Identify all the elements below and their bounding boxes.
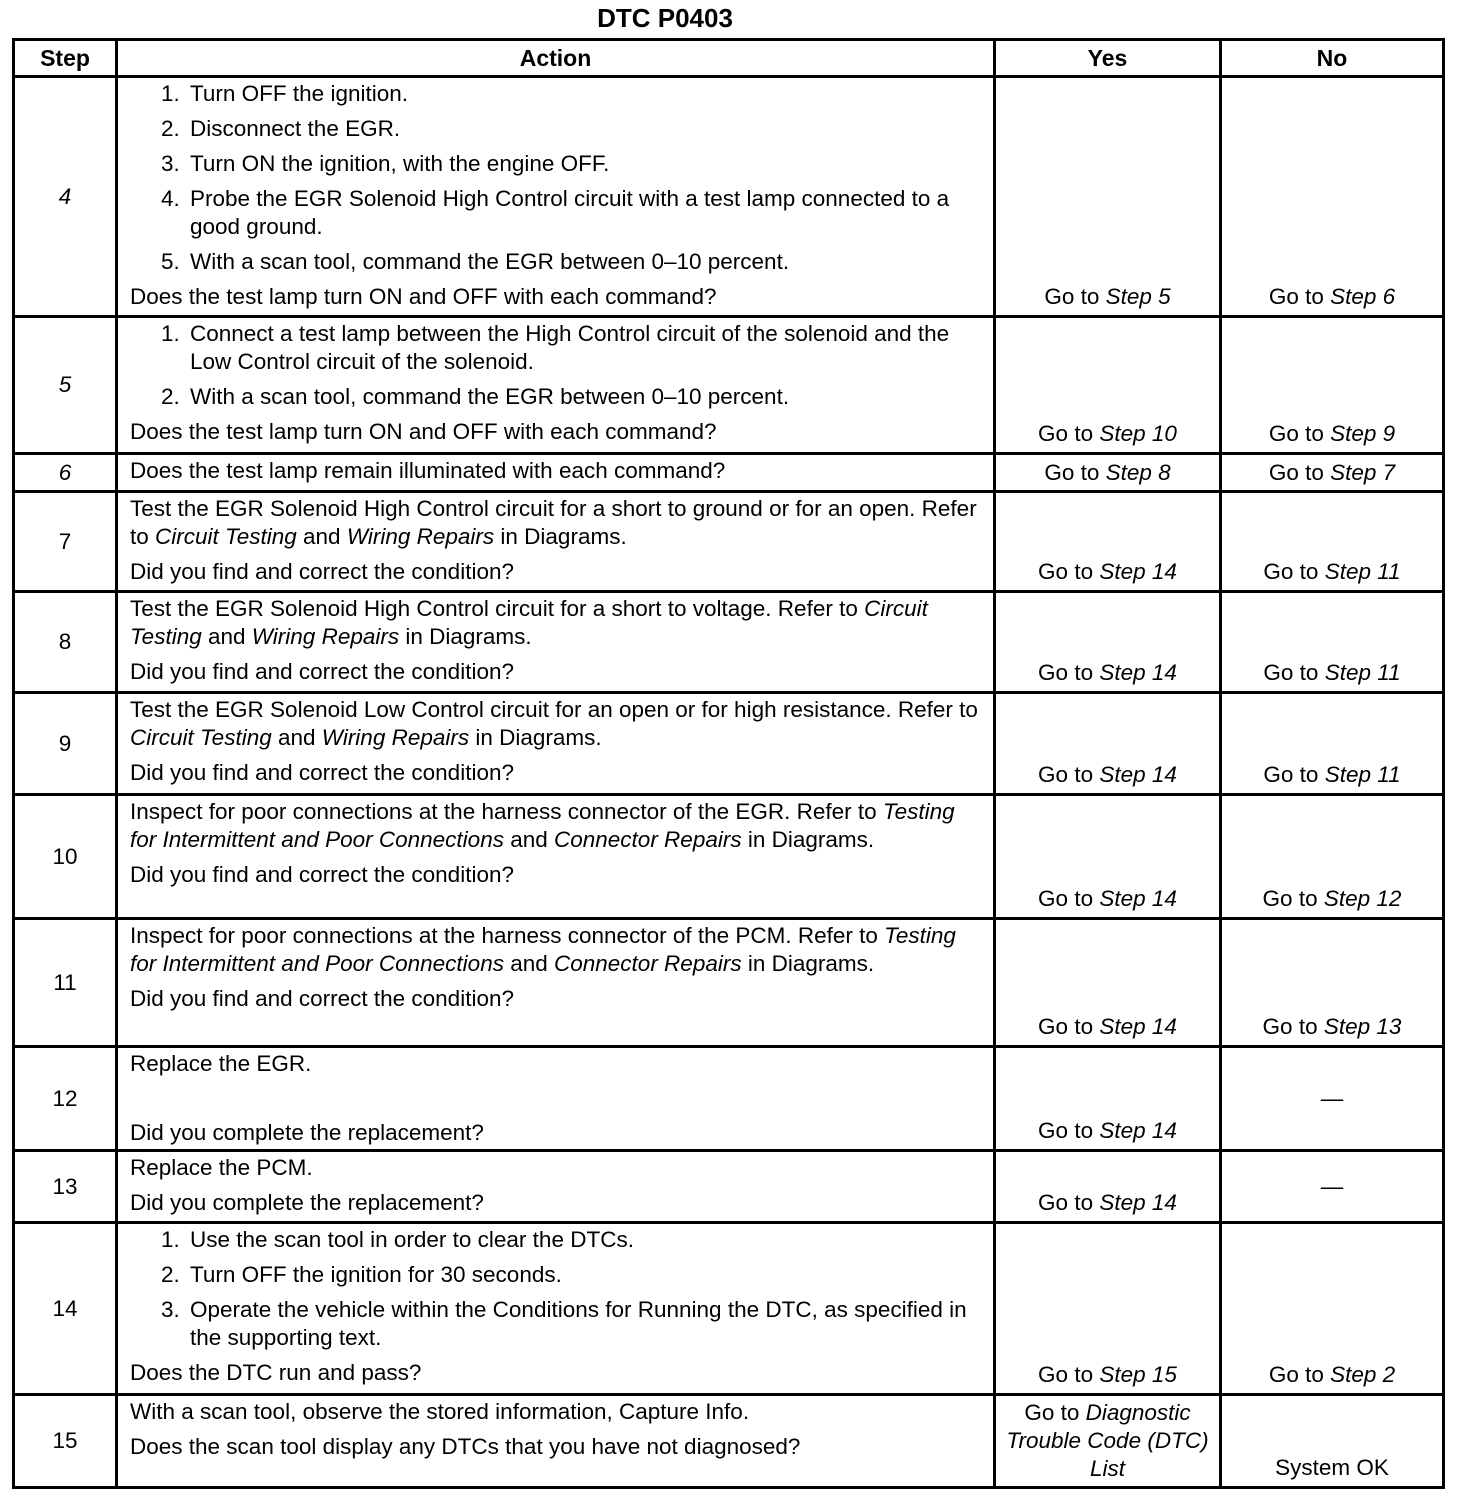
text-part: and <box>201 624 252 649</box>
step-word: Step <box>1330 284 1377 309</box>
action-cell <box>117 1223 995 1395</box>
reference-link: Connector Repairs <box>554 827 742 852</box>
no-cell <box>1221 919 1444 1047</box>
step-number: 9 <box>1382 421 1396 446</box>
table-row <box>14 919 1444 1047</box>
no-cell: System OK <box>1221 1395 1444 1488</box>
action-cell <box>117 492 995 592</box>
instruction-text: Replace the EGR. <box>130 1051 312 1076</box>
step-word: Step <box>1099 421 1146 446</box>
step-word: Step <box>1330 1362 1377 1387</box>
step-number: 14 <box>1151 762 1177 787</box>
action-cell <box>117 317 995 454</box>
table-row <box>14 1223 1444 1395</box>
table-body <box>14 77 1444 1488</box>
step-number: 5 <box>1158 284 1171 309</box>
reference-link: Diagnostic Trouble Code (DTC) List <box>1006 1400 1209 1481</box>
instruction-list <box>130 320 981 411</box>
goto-prefix: Go to <box>1038 1190 1100 1215</box>
reference-link: Connector Repairs <box>554 951 742 976</box>
step-cell: 12 <box>14 1047 117 1151</box>
step-word: Step <box>1323 886 1371 911</box>
instruction-item: 2. With a scan tool, command the EGR between 0–10 percent. <box>186 383 981 411</box>
goto-prefix: Go to <box>1268 1362 1331 1387</box>
question-text: Does the test lamp turn ON and OFF with each command? <box>130 419 717 444</box>
table-row <box>14 795 1444 919</box>
question-text: Does the test lamp remain illuminated with each command? <box>130 458 726 483</box>
step-number: 14 <box>1151 1118 1177 1143</box>
step-number: 13 <box>1376 1014 1402 1039</box>
question-text: Does the scan tool display any DTCs that you have not diagnosed? <box>130 1434 801 1459</box>
action-cell <box>117 693 995 795</box>
step-number: 12 <box>1376 886 1402 911</box>
goto-prefix: Go to <box>1268 459 1331 485</box>
yes-cell <box>995 1047 1221 1151</box>
goto-prefix: Go to <box>1268 421 1331 446</box>
question-text: Did you find and correct the condition? <box>130 986 514 1011</box>
instruction-item: 1. Connect a test lamp between the High Control circuit of the solenoid and the Low Control circuit of the solenoid. <box>186 320 981 376</box>
step-number: 14 <box>1151 660 1177 685</box>
instruction-list <box>130 80 981 276</box>
step-number: 7 <box>1382 459 1396 485</box>
step-number: 2 <box>1382 1362 1396 1387</box>
step-word: Step <box>1099 660 1146 685</box>
header-no: No <box>1221 40 1444 77</box>
header-row <box>14 40 1444 77</box>
instruction-item: 1. Use the scan tool in order to clear the DTCs. <box>186 1226 981 1254</box>
table-row <box>14 317 1444 454</box>
no-cell <box>1221 317 1444 454</box>
text-part: in Diagrams. <box>741 951 875 976</box>
instruction-list <box>130 1226 981 1352</box>
step-word: Step <box>1099 1118 1146 1143</box>
no-cell <box>1221 492 1444 592</box>
step-number: 11 <box>1377 559 1401 584</box>
step-number: 14 <box>1151 886 1177 911</box>
no-cell: — <box>1221 1151 1444 1223</box>
text-part: and <box>296 524 347 549</box>
question-text: Did you find and correct the condition? <box>130 559 514 584</box>
step-number: 11 <box>1377 660 1401 685</box>
reference-link: Circuit Testing <box>155 524 297 549</box>
step-cell: 10 <box>14 795 117 919</box>
table-row <box>14 454 1444 492</box>
action-cell <box>117 454 995 492</box>
goto-prefix: Go to <box>1263 660 1325 685</box>
action-cell <box>117 1395 995 1488</box>
goto-prefix: Go to <box>1268 284 1331 309</box>
reference-link: Circuit Testing <box>130 725 272 750</box>
text-part: and <box>503 827 554 852</box>
step-word: Step <box>1105 284 1152 309</box>
goto-prefix: Go to <box>1038 559 1100 584</box>
no-cell <box>1221 454 1444 492</box>
step-cell: 9 <box>14 693 117 795</box>
diagnostic-table <box>12 38 1445 1489</box>
step-word: Step <box>1324 660 1371 685</box>
step-number: 8 <box>1158 459 1171 485</box>
reference-link: Wiring Repairs <box>346 524 495 549</box>
step-word: Step <box>1099 886 1146 911</box>
no-cell: — <box>1221 1047 1444 1151</box>
instruction-item: 2. Disconnect the EGR. <box>186 115 981 143</box>
table-row <box>14 1395 1444 1488</box>
action-cell <box>117 592 995 693</box>
text-part: in Diagrams. <box>741 827 875 852</box>
yes-cell <box>995 1395 1221 1488</box>
yes-cell <box>995 1223 1221 1395</box>
yes-cell <box>995 317 1221 454</box>
instruction-text <box>130 922 981 978</box>
step-word: Step <box>1099 559 1146 584</box>
reference-link: Wiring Repairs <box>251 624 400 649</box>
step-word: Step <box>1330 459 1377 485</box>
question-text: Did you find and correct the condition? <box>130 760 514 785</box>
goto-prefix: Go to <box>1044 284 1106 309</box>
question-text: Did you find and correct the condition? <box>130 659 514 684</box>
yes-cell <box>995 492 1221 592</box>
page-title: DTC P0403 <box>597 3 733 33</box>
step-word: Step <box>1324 559 1371 584</box>
step-word: Step <box>1099 1190 1146 1215</box>
text-part: in Diagrams. <box>399 624 532 649</box>
instruction-text <box>130 798 981 854</box>
yes-cell <box>995 795 1221 919</box>
step-cell: 4 <box>14 77 117 317</box>
step-word: Step <box>1099 1362 1146 1387</box>
reference-link: Testing for Intermittent and Poor Connections <box>130 923 956 976</box>
step-cell: 11 <box>14 919 117 1047</box>
step-word: Step <box>1105 459 1152 485</box>
text-part: Inspect for poor connections at the harness connector of the PCM. Refer to <box>130 923 885 948</box>
goto-prefix: Go to <box>1038 762 1100 787</box>
header-action: Action <box>117 40 995 77</box>
step-word: Step <box>1099 1014 1146 1039</box>
goto-prefix: Go to <box>1263 762 1325 787</box>
no-cell <box>1221 693 1444 795</box>
step-cell: 14 <box>14 1223 117 1395</box>
step-number: 6 <box>1382 284 1396 309</box>
text-part: Test the EGR Solenoid High Control circuit for a short to voltage. Refer to <box>130 596 865 621</box>
step-word: Step <box>1330 421 1377 446</box>
instruction-item: 1. Turn OFF the ignition. <box>186 80 981 108</box>
goto-prefix: Go to <box>1044 459 1106 485</box>
text-part: in Diagrams. <box>494 524 627 549</box>
instruction-item: 2. Turn OFF the ignition for 30 seconds. <box>186 1261 981 1289</box>
question-text: Did you find and correct the condition? <box>130 862 514 887</box>
step-word: Step <box>1323 1014 1371 1039</box>
goto-prefix: Go to <box>1038 1362 1100 1387</box>
step-cell: 5 <box>14 317 117 454</box>
goto-prefix: Go to <box>1038 1118 1100 1143</box>
goto-prefix: Go to <box>1038 421 1100 446</box>
yes-cell <box>995 919 1221 1047</box>
text-part: Test the EGR Solenoid High Control circuit for a short to ground or for an open. Refer to <box>130 496 977 549</box>
step-cell: 15 <box>14 1395 117 1488</box>
goto-prefix: Go to <box>1038 1014 1100 1039</box>
instruction-text: With a scan tool, observe the stored information, Capture Info. <box>130 1399 750 1424</box>
text-part: in Diagrams. <box>469 725 602 750</box>
step-cell: 7 <box>14 492 117 592</box>
action-cell <box>117 77 995 317</box>
text-part: and <box>271 725 322 750</box>
table-row <box>14 693 1444 795</box>
no-cell <box>1221 592 1444 693</box>
goto-prefix: Go to <box>1038 886 1100 911</box>
question-text: Does the DTC run and pass? <box>130 1360 422 1385</box>
yes-cell <box>995 592 1221 693</box>
question-text: Did you complete the replacement? <box>130 1120 484 1145</box>
text-part: Inspect for poor connections at the harness connector of the EGR. Refer to <box>130 799 883 824</box>
instruction-item: 3. Turn ON the ignition, with the engine OFF. <box>186 150 981 178</box>
instruction-text: Replace the PCM. <box>130 1155 313 1180</box>
step-cell: 13 <box>14 1151 117 1223</box>
table-row <box>14 592 1444 693</box>
step-cell: 8 <box>14 592 117 693</box>
goto-prefix: Go to <box>1263 559 1325 584</box>
step-number: 10 <box>1151 421 1177 446</box>
text-part: and <box>503 951 554 976</box>
no-cell <box>1221 795 1444 919</box>
yes-cell <box>995 1151 1221 1223</box>
header-step: Step <box>14 40 117 77</box>
table-row <box>14 77 1444 317</box>
table-row <box>14 492 1444 592</box>
action-cell <box>117 919 995 1047</box>
goto-prefix: Go to <box>1024 1400 1086 1425</box>
goto-prefix: Go to <box>1262 886 1324 911</box>
question-text: Did you complete the replacement? <box>130 1190 484 1215</box>
step-number: 15 <box>1151 1362 1177 1387</box>
instruction-item: 4. Probe the EGR Solenoid High Control circuit with a test lamp connected to a good ground. <box>186 185 981 241</box>
step-number: 14 <box>1151 559 1177 584</box>
step-number: 14 <box>1151 1190 1177 1215</box>
text-part: Test the EGR Solenoid Low Control circuit for an open or for high resistance. Refer to <box>130 697 978 722</box>
step-word: Step <box>1099 762 1146 787</box>
instruction-text <box>130 696 981 752</box>
step-number: 14 <box>1151 1014 1177 1039</box>
header-yes: Yes <box>995 40 1221 77</box>
step-word: Step <box>1324 762 1371 787</box>
step-cell: 6 <box>14 454 117 492</box>
reference-link: Circuit Testing <box>130 596 928 649</box>
action-cell <box>117 1151 995 1223</box>
goto-prefix: Go to <box>1038 660 1100 685</box>
no-cell <box>1221 1223 1444 1395</box>
yes-cell <box>995 77 1221 317</box>
reference-link: Wiring Repairs <box>321 725 470 750</box>
instruction-item: 5. With a scan tool, command the EGR between 0–10 percent. <box>186 248 981 276</box>
action-cell <box>117 795 995 919</box>
question-text: Does the test lamp turn ON and OFF with each command? <box>130 284 717 309</box>
instruction-text <box>130 495 981 551</box>
instruction-text <box>130 595 981 651</box>
reference-link: Testing for Intermittent and Poor Connections <box>130 799 955 852</box>
action-cell <box>117 1047 995 1151</box>
table-row <box>14 1151 1444 1223</box>
yes-cell <box>995 454 1221 492</box>
instruction-item: 3. Operate the vehicle within the Conditions for Running the DTC, as specified in the supporting text. <box>186 1296 981 1352</box>
step-number: 11 <box>1377 762 1401 787</box>
no-cell <box>1221 77 1444 317</box>
goto-prefix: Go to <box>1262 1014 1324 1039</box>
yes-cell <box>995 693 1221 795</box>
table-row <box>14 1047 1444 1151</box>
